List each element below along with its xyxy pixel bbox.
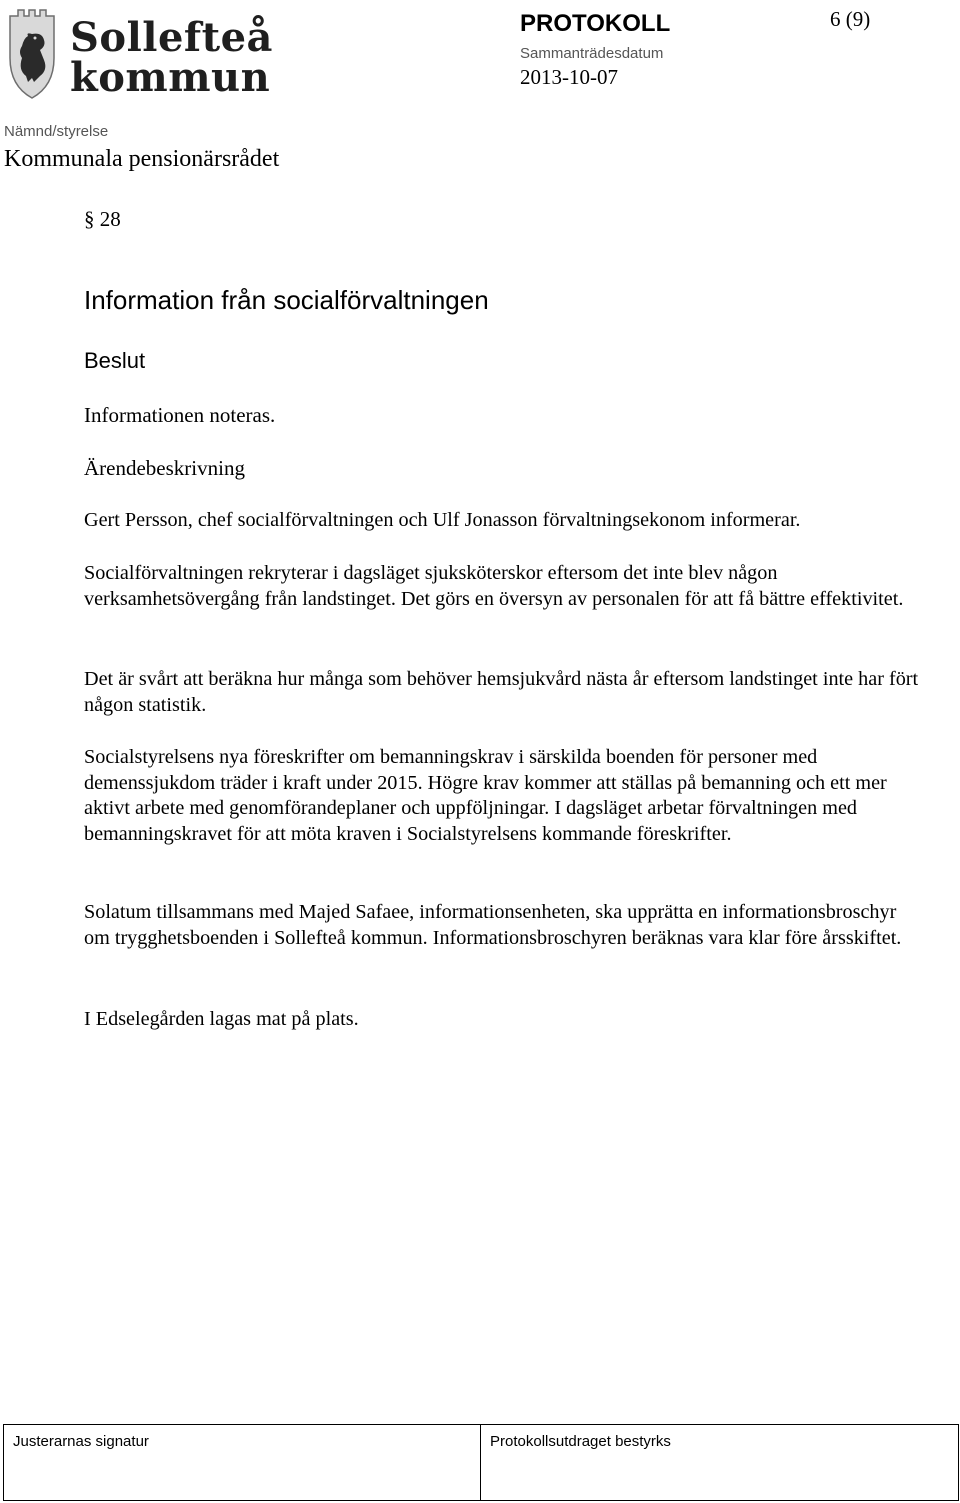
- certification-label: Protokollsutdraget bestyrks: [490, 1433, 671, 1450]
- decision-heading: Beslut: [84, 348, 146, 373]
- logo-text-line1: Sollefteå: [70, 14, 273, 61]
- signature-footer: [3, 1424, 959, 1501]
- body-paragraph: Det är svårt att beräkna hur många som behöver hemsjukvård nästa år eftersom landstinget inte har fört någon statistik.: [84, 668, 919, 716]
- signature-label: Justerarnas signatur: [13, 1433, 149, 1450]
- body-paragraph: I Edselegården lagas mat på plats.: [84, 1008, 359, 1030]
- board-name: Kommunala pensionärsrådet: [4, 146, 280, 172]
- section-title: Information från socialförvaltningen: [84, 285, 489, 315]
- decision-text: Informationen noteras.: [84, 403, 276, 427]
- page-number: 6 (9): [830, 7, 871, 31]
- board-label: Nämnd/styrelse: [4, 123, 109, 140]
- meeting-date: 2013-10-07: [520, 65, 618, 89]
- description-heading: Ärendebeskrivning: [84, 456, 245, 480]
- coat-of-arms-icon: [4, 8, 60, 100]
- body-paragraph: Solatum tillsammans med Majed Safaee, informationsenheten, ska upprätta en informationsbroschyr om trygghetsboenden i Sollefteå kommun. Informationsbroschyren beräknas vara klar före årsskiftet.: [84, 901, 902, 949]
- body-paragraph: Gert Persson, chef socialförvaltningen och Ulf Jonasson förvaltningsekonom informerar.: [84, 509, 801, 531]
- paragraph-number: § 28: [84, 207, 121, 231]
- body-paragraph: Socialstyrelsens nya föreskrifter om bemanningskrav i särskilda boenden för personer med demenssjukdom träder i kraft under 2015. Högre krav kommer att ställas på bemanning och ett mer aktivt arbete med genomförandeplaner och uppföljningar. I dagsläget arbetar förvaltningen med bemanningskravet för att möta kraven i Socialstyrelsens kommande föreskrifter.: [84, 746, 887, 845]
- certification-box: [481, 1425, 958, 1500]
- signature-box: [4, 1425, 481, 1500]
- body-paragraph: Socialförvaltningen rekryterar i dagsläget sjuksköterskor eftersom det inte blev någon verksamhetsövergång från landstinget. Det görs en översyn av personalen för att få bättre effektivitet.: [84, 562, 904, 610]
- logo-text-line2: kommun: [70, 54, 271, 101]
- document-type: PROTOKOLL: [520, 10, 671, 37]
- meeting-date-label: Sammanträdesdatum: [520, 45, 664, 62]
